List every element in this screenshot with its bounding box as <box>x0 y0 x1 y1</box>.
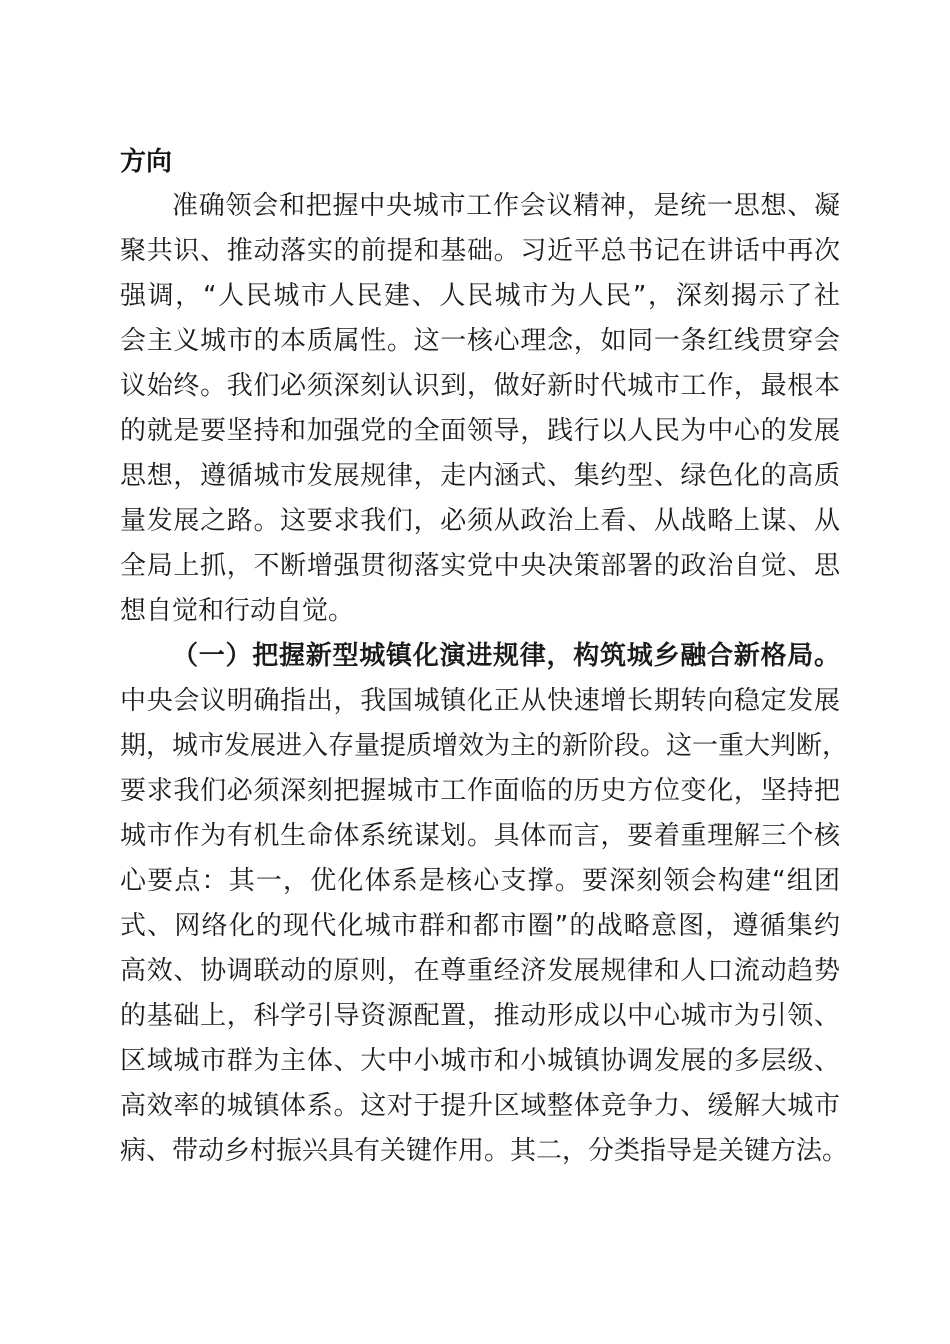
paragraph-line: 量发展之路。这要求我们，必须从政治上看、从战略上谋、从 <box>120 506 840 536</box>
paragraph-line: 议始终。我们必须深刻认识到，做好新时代城市工作，最根本 <box>120 371 840 401</box>
paragraph-line: 期，城市发展进入存量提质增效为主的新阶段。这一重大判断， <box>120 731 849 761</box>
paragraph-line: 的基础上，科学引导资源配置，推动形成以中心城市为引领、 <box>120 1001 840 1031</box>
paragraph-line: 中央会议明确指出，我国城镇化正从快速增长期转向稳定发展 <box>120 686 840 716</box>
paragraph-line: 心要点：其一，优化体系是核心支撑。要深刻领会构建“组团 <box>120 866 840 896</box>
paragraph-line: 的就是要坚持和加强党的全面领导，践行以人民为中心的发展 <box>120 416 840 446</box>
paragraph-line: 聚共识、推动落实的前提和基础。习近平总书记在讲话中再次 <box>120 236 840 266</box>
paragraph-line: 全局上抓，不断增强贯彻落实党中央决策部署的政治自觉、思 <box>120 551 840 581</box>
paragraph-line: 会主义城市的本质属性。这一核心理念，如同一条红线贯穿会 <box>120 326 840 356</box>
paragraph-line: 要求我们必须深刻把握城市工作面临的历史方位变化，坚持把 <box>120 776 840 806</box>
paragraph-line: 想自觉和行动自觉。 <box>120 596 355 626</box>
paragraph-line: 强调，“人民城市人民建、人民城市为人民”，深刻揭示了社 <box>120 281 840 311</box>
paragraph-line: 病、带动乡村振兴具有关键作用。其二，分类指导是关键方法。 <box>120 1136 849 1166</box>
paragraph-line: 思想，遵循城市发展规律，走内涵式、集约型、绿色化的高质 <box>120 461 840 491</box>
subsection-heading: （一）把握新型城镇化演进规律，构筑城乡融合新格局。 <box>172 641 840 671</box>
paragraph-line: 区域城市群为主体、大中小城市和小城镇协调发展的多层级、 <box>120 1046 840 1076</box>
paragraph-line: 准确领会和把握中央城市工作会议精神，是统一思想、凝 <box>172 191 840 221</box>
paragraph-line: 式、网络化的现代化城市群和都市圈”的战略意图，遵循集约 <box>120 911 840 941</box>
paragraph-line: 高效、协调联动的原则，在尊重经济发展规律和人口流动趋势 <box>120 956 840 986</box>
section-heading: 方向 <box>120 147 173 177</box>
paragraph-line: 城市作为有机生命体系统谋划。具体而言，要着重理解三个核 <box>120 821 840 851</box>
paragraph-line: 高效率的城镇体系。这对于提升区域整体竞争力、缓解大城市 <box>120 1091 840 1121</box>
